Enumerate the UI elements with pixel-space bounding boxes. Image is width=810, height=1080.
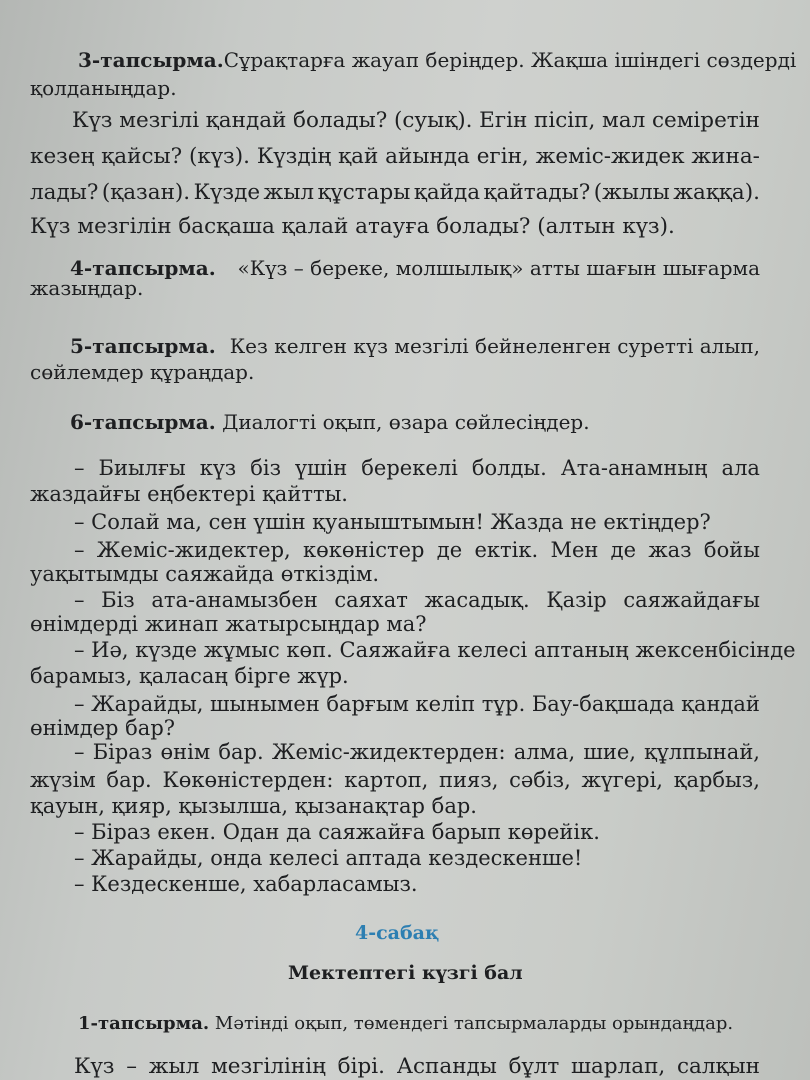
word: алма, bbox=[513, 740, 576, 764]
word: жыл bbox=[148, 1054, 200, 1079]
dialogue-line: өнімдер бар? bbox=[30, 716, 176, 740]
word: Біраз bbox=[92, 740, 153, 764]
dialogue-line: – Кездескенше, хабарласамыз. bbox=[74, 872, 418, 896]
task5-instruction-cont: сөйлемдер құраңдар. bbox=[30, 360, 255, 384]
word: бойы bbox=[703, 538, 760, 562]
lesson-text-line bbox=[74, 1054, 760, 1079]
word: (қазан). bbox=[101, 180, 191, 205]
word: жаққа). bbox=[673, 180, 760, 205]
word: Біз bbox=[101, 588, 135, 612]
word: мезгілінің bbox=[211, 1054, 326, 1079]
word: сәбіз, bbox=[509, 768, 571, 792]
task4-heading bbox=[70, 256, 760, 280]
lesson-number: 4-сабақ bbox=[355, 922, 440, 944]
task5-label: 5-тапсырма. bbox=[70, 334, 216, 358]
word: жеміс-жидек bbox=[535, 144, 685, 169]
word: (жылы bbox=[593, 180, 670, 205]
word: қайсы? bbox=[101, 144, 183, 169]
word: шарлап, bbox=[571, 1054, 666, 1079]
task3-label: 3-тапсырма. bbox=[78, 48, 224, 72]
word: лады? bbox=[30, 180, 99, 205]
task3-instruction: Сұрақтарға жауап беріңдер. Жақша ішіндегі сөздерді bbox=[223, 48, 797, 72]
word: пісіп, bbox=[534, 108, 596, 133]
word: Қазір bbox=[546, 588, 607, 612]
word: – bbox=[74, 740, 85, 764]
word: Күздің bbox=[256, 144, 332, 169]
task6-label: 6-тапсырма. bbox=[70, 410, 216, 434]
word: құлпынай, bbox=[644, 740, 760, 764]
word: бірі. bbox=[337, 1054, 385, 1079]
dialogue-line: – Иә, күзде жұмыс көп. Саяжайға келесі аптаның жексенбісінде bbox=[74, 638, 796, 662]
word: жыл bbox=[263, 180, 315, 205]
word: келіп bbox=[415, 692, 476, 716]
task3-paragraph-line bbox=[30, 144, 760, 169]
word: саяхат bbox=[334, 588, 408, 612]
word: – bbox=[74, 456, 85, 480]
word: жүгері, bbox=[581, 768, 663, 792]
word: Жарайды, bbox=[91, 692, 204, 716]
word: шынымен bbox=[210, 692, 320, 716]
word: берекелі bbox=[361, 456, 458, 480]
dialogue-line: – Біраз екен. Одан да саяжайға барып көрейік. bbox=[74, 820, 600, 844]
word: болады? bbox=[293, 108, 388, 133]
word: де bbox=[610, 538, 637, 562]
word: – bbox=[74, 588, 85, 612]
word: Биылғы bbox=[98, 456, 186, 480]
word: Күзде bbox=[193, 180, 261, 205]
dialogue-line bbox=[30, 768, 760, 792]
word: (күз). bbox=[189, 144, 250, 169]
word: Көкөністерден: bbox=[162, 768, 334, 792]
word: бар. bbox=[218, 740, 264, 764]
task4-instruction-cont: жазыңдар. bbox=[30, 276, 144, 300]
lesson-task1-label: 1-тапсырма. bbox=[78, 1013, 210, 1034]
dialogue-line: уақытымды саяжайда өткіздім. bbox=[30, 562, 380, 586]
word: – bbox=[74, 692, 85, 716]
word: бар. bbox=[106, 768, 152, 792]
word: айында bbox=[385, 144, 470, 169]
lesson-task1-instruction: Мәтінді оқып, төмендегі тапсырмаларды орындаңдар. bbox=[214, 1013, 734, 1034]
task4-instruction: «Күз – береке, молшылық» атты шағын шығарма bbox=[237, 256, 760, 280]
word: бұлт bbox=[508, 1054, 560, 1079]
word: Күз bbox=[74, 1054, 115, 1079]
word: үшін bbox=[295, 456, 348, 480]
task5-heading bbox=[70, 334, 760, 358]
word: егін, bbox=[476, 144, 529, 169]
dialogue-line bbox=[74, 740, 760, 764]
task3-paragraph-line bbox=[30, 180, 760, 205]
word: ала bbox=[721, 456, 760, 480]
dialogue-line: барамыз, қаласаң бірге жүр. bbox=[30, 664, 349, 688]
word: шие, bbox=[583, 740, 636, 764]
word: өнім bbox=[160, 740, 211, 764]
word: жасадық. bbox=[424, 588, 530, 612]
word: Аспанды bbox=[396, 1054, 497, 1079]
word: қайтады? bbox=[483, 180, 591, 205]
word: қай bbox=[338, 144, 379, 169]
dialogue-line: – Жарайды, онда келесі аптада кездескенше! bbox=[74, 846, 583, 870]
word: мал bbox=[602, 108, 646, 133]
dialogue-line: өнімдерді жинап жатырсыңдар ма? bbox=[30, 612, 427, 636]
task3-paragraph-line bbox=[72, 108, 760, 133]
word: құстары bbox=[317, 180, 411, 205]
word: күз bbox=[199, 456, 237, 480]
word: – bbox=[126, 1054, 138, 1079]
word: қандай bbox=[681, 692, 760, 716]
task4-label: 4-тапсырма. bbox=[70, 256, 216, 280]
word: жаз bbox=[648, 538, 692, 562]
word: салқын bbox=[677, 1054, 760, 1079]
word: (суық). bbox=[394, 108, 473, 133]
task5-instruction: Кез келген күз мезгілі бейнеленген суретті алып, bbox=[229, 334, 760, 358]
lesson-title: Мектептегі күзгі бал bbox=[288, 962, 523, 984]
word: ата-анамызбен bbox=[151, 588, 318, 612]
lesson-task1-heading bbox=[78, 1013, 733, 1034]
word: барғым bbox=[326, 692, 409, 716]
word: көкөністер bbox=[303, 538, 425, 562]
dialogue-line bbox=[74, 538, 760, 562]
task6-instruction: Диалогті оқып, өзара сөйлесіңдер. bbox=[222, 410, 590, 434]
word: мезгілі bbox=[119, 108, 200, 133]
word: болды. bbox=[471, 456, 547, 480]
word: кезең bbox=[30, 144, 95, 169]
word: де bbox=[436, 538, 463, 562]
task3-paragraph-line: Күз мезгілін басқаша қалай атауға болады? (алтын күз). bbox=[30, 214, 675, 239]
word: пияз, bbox=[439, 768, 499, 792]
word: қандай bbox=[205, 108, 287, 133]
word: қайда bbox=[413, 180, 481, 205]
task3-instruction-cont: қолданыңдар. bbox=[30, 76, 177, 100]
word: тұр. bbox=[481, 692, 526, 716]
word: біз bbox=[250, 456, 282, 480]
dialogue-line bbox=[74, 456, 760, 480]
word: картоп, bbox=[344, 768, 429, 792]
word: Мен bbox=[550, 538, 599, 562]
dialogue-line: – Солай ма, сен үшін қуаныштымын! Жазда не ектіңдер? bbox=[74, 510, 711, 534]
word: ектік. bbox=[474, 538, 539, 562]
dialogue-line bbox=[74, 588, 760, 612]
word: Күз bbox=[72, 108, 113, 133]
dialogue-line: қауын, қияр, қызылша, қызанақтар бар. bbox=[30, 794, 477, 818]
task6-heading bbox=[70, 410, 590, 434]
word: Жеміс-жидектер, bbox=[96, 538, 291, 562]
word: Ата-анамның bbox=[560, 456, 708, 480]
word: жина- bbox=[691, 144, 760, 169]
word: Егін bbox=[479, 108, 528, 133]
word: Бау-бақшада bbox=[531, 692, 675, 716]
word: қарбыз, bbox=[673, 768, 760, 792]
word: жүзім bbox=[30, 768, 96, 792]
word: семіретін bbox=[651, 108, 760, 133]
word: Жеміс-жидектерден: bbox=[271, 740, 506, 764]
dialogue-line: жаздайғы еңбектері қайтты. bbox=[30, 482, 348, 506]
word: саяжайдағы bbox=[623, 588, 760, 612]
task3-heading bbox=[78, 48, 797, 72]
word: – bbox=[74, 538, 85, 562]
dialogue-line bbox=[74, 692, 760, 716]
